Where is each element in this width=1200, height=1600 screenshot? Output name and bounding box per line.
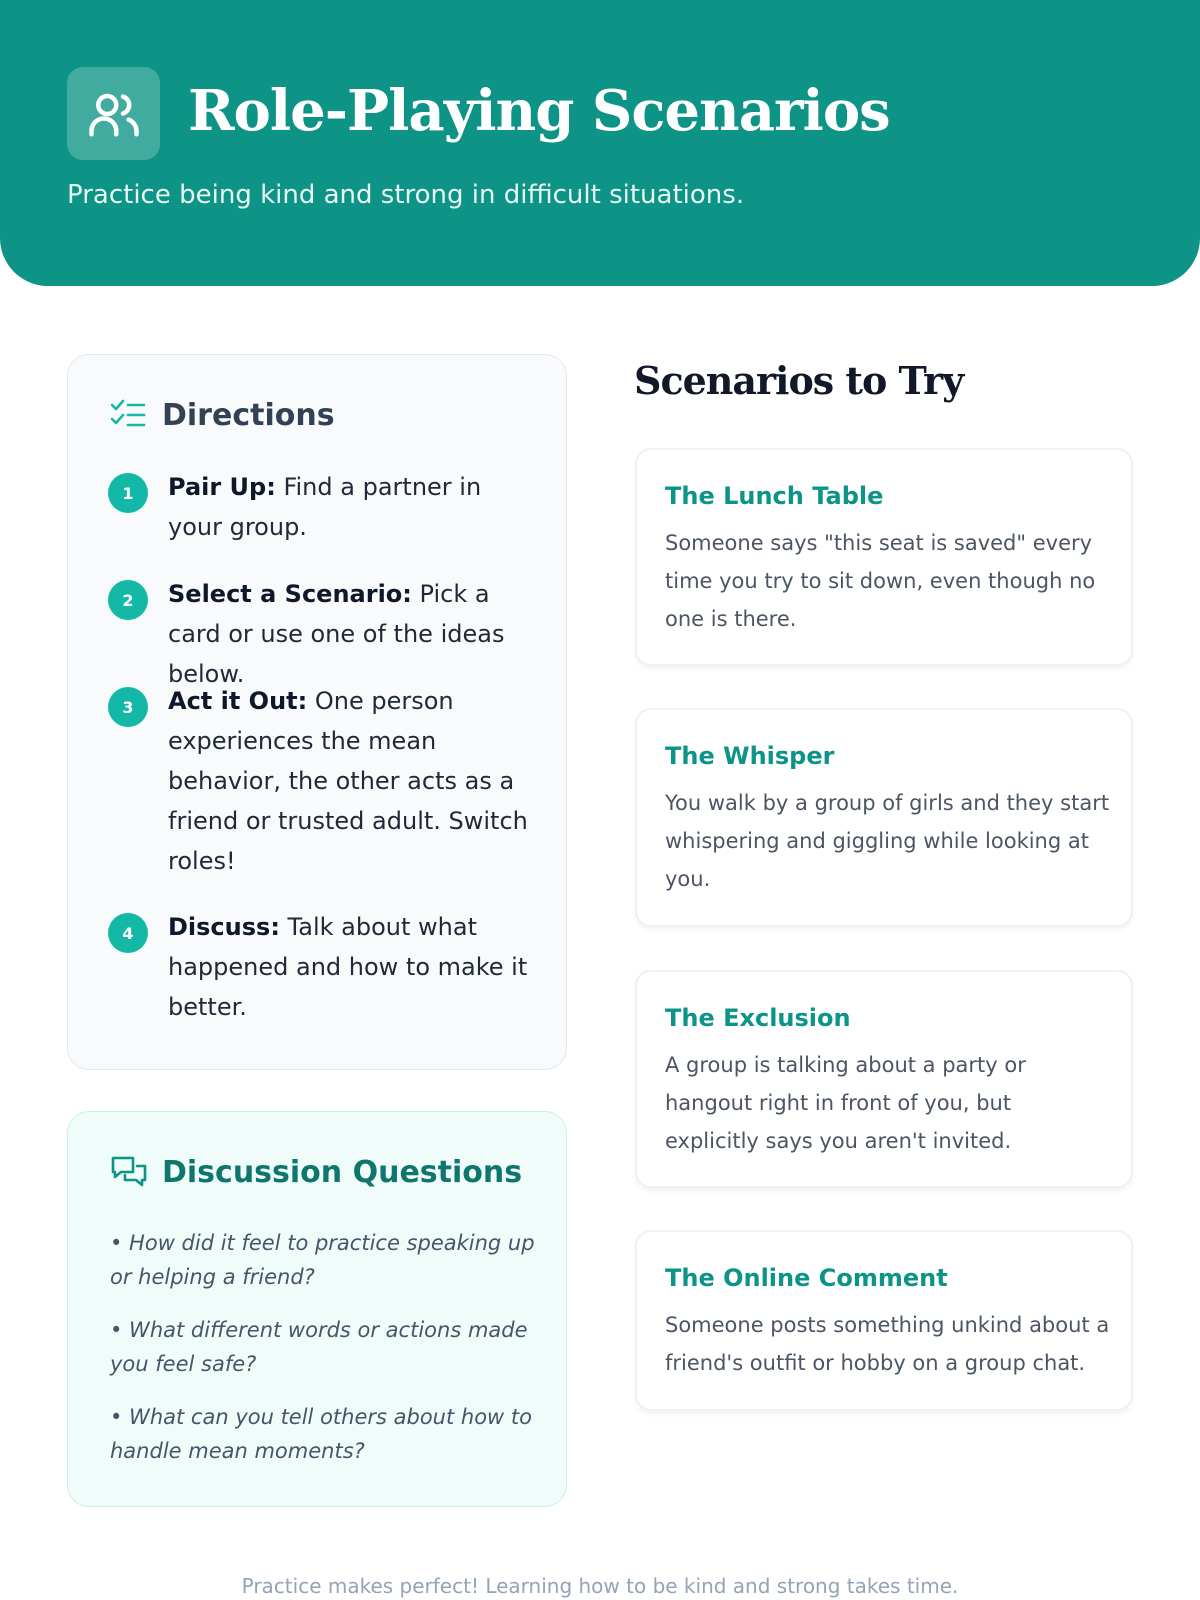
step-number-badge: 3 [108,687,148,727]
step-text: Pair Up: Find a partner in your group. [168,473,482,541]
scenario-title: The Lunch Table [665,482,884,510]
step-number-badge: 4 [108,913,148,953]
discussion-question: • How did it feel to practice speaking up or helping a friend? [110,1231,535,1289]
scenario-description: You walk by a group of girls and they start whispering and giggling while looking at you. [665,791,1110,891]
scenario-description: Someone says "this seat is saved" every time you try to sit down, even though no one is there. [665,531,1096,631]
scenario-card-lunch-table [635,448,1133,666]
scenario-title: The Whisper [665,742,835,770]
header-banner [0,0,1200,286]
chat-bubbles-icon [110,1154,148,1190]
step-text: Discuss: Talk about what happened and how to make it better. [168,913,528,1021]
scenario-title: The Online Comment [665,1264,948,1292]
directions-card [67,354,567,1070]
discussion-heading-text: Discussion Questions [162,1154,523,1190]
scenario-card-online-comment [635,1230,1133,1411]
step-number-badge: 2 [108,580,148,620]
scenario-card-whisper [635,708,1133,927]
directions-heading [110,397,335,433]
checklist-icon [110,397,148,433]
users-icon [67,67,160,160]
discussion-questions-card [67,1111,567,1507]
scenario-title: The Exclusion [665,1004,851,1032]
discussion-question: • What different words or actions made you feel safe? [110,1318,528,1376]
scenario-card-exclusion [635,970,1133,1188]
step-text: Select a Scenario: Pick a card or use one of the ideas below. [168,580,505,688]
footer-note: Practice makes perfect! Learning how to be kind and strong takes time. [241,1574,959,1598]
step-text: Act it Out: One person experiences the mean behavior, the other acts as a friend or trusted adult. Switch roles! [168,687,528,875]
directions-heading-text: Directions [162,397,335,433]
page-subtitle: Practice being kind and strong in difficult situations. [67,180,745,210]
scenario-description: A group is talking about a party or hangout right in front of you, but explicitly says you aren't invited. [665,1053,1026,1153]
discussion-question: • What can you tell others about how to handle mean moments? [110,1405,532,1463]
page-title: Role-Playing Scenarios [188,78,890,144]
scenarios-heading: Scenarios to Try [634,358,964,403]
step-number-badge: 1 [108,473,148,513]
scenario-description: Someone posts something unkind about a friend's outfit or hobby on a group chat. [665,1313,1110,1375]
discussion-heading [110,1154,522,1190]
